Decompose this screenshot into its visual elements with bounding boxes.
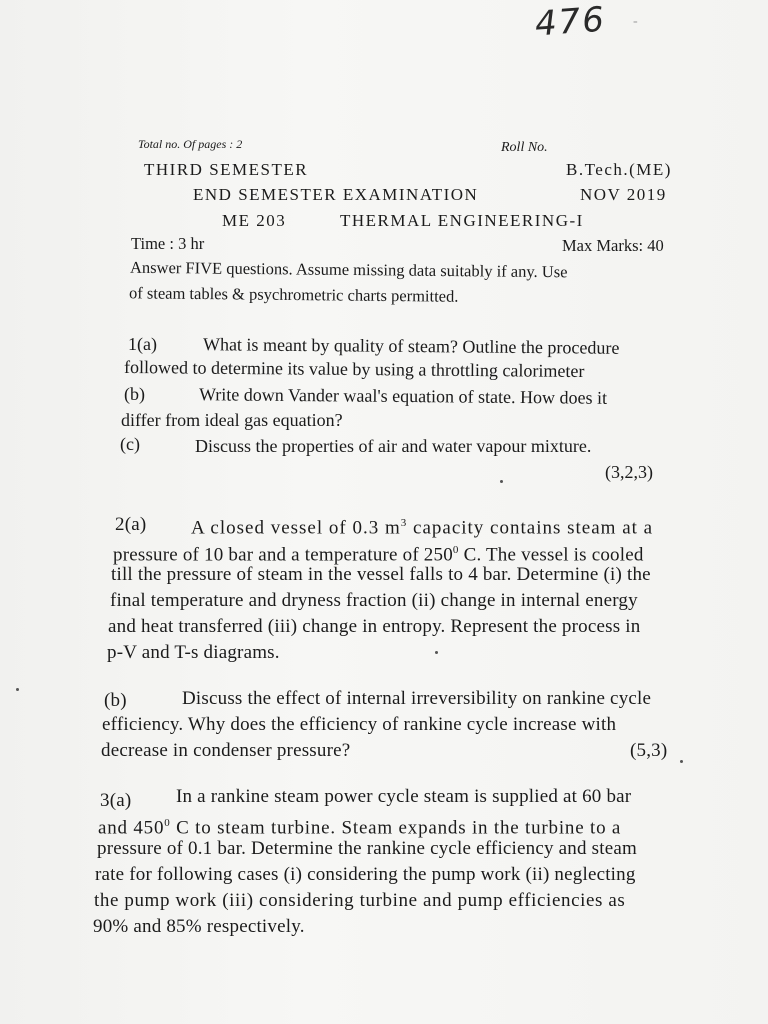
exam-time: Time : 3 hr [131, 234, 205, 253]
program: B.Tech.(ME) [566, 160, 672, 179]
q2a-line-4: final temperature and dryness fraction (ii) change in internal energy [110, 590, 638, 611]
q3a-line-5: the pump work (iii) considering turbine and pump efficiencies as [94, 890, 626, 911]
q2a-line-3: till the pressure of steam in the vessel falls to 4 bar. Determine (i) the [111, 564, 651, 585]
max-marks: Max Marks: 40 [562, 236, 664, 255]
q2b-line-3: decrease in condenser pressure? [101, 740, 351, 761]
exam-title: END SEMESTER EXAMINATION [193, 185, 479, 204]
q1b-line-1: Write down Vander waal's equation of state. How does it [198, 384, 608, 408]
q3a-line-2: and $450^0$ C to steam turbine. Steam expands in the turbine to a [98, 817, 622, 839]
q1c-label: (c) [120, 434, 140, 454]
roll-no: Roll No. [501, 140, 548, 155]
scan-speck [680, 760, 683, 763]
handwritten-dash: - [633, 14, 638, 29]
course-name: THERMAL ENGINEERING-I [340, 211, 584, 230]
course-code: ME 203 [222, 211, 287, 230]
q3a-label: 3(a) [100, 790, 132, 811]
q2-marks: (5,3) [630, 740, 668, 761]
instructions-line-1: Answer FIVE questions. Assume missing data suitably if any. Use [129, 257, 568, 282]
q2a-line-1: A closed vessel of 0.3 $m^3$ capacity contains steam at a [191, 517, 654, 539]
q1a-line-2: followed to determine its value by using a throttling calorimeter [123, 356, 585, 382]
scan-speck [500, 480, 503, 483]
q3a-line-3: pressure of 0.1 bar. Determine the rankine cycle efficiency and steam [97, 838, 637, 859]
q2a-line-6: p-V and T-s diagrams. [107, 642, 280, 663]
q2a-line-2: pressure of 10 bar and a temperature of $250^0$ C. The vessel is cooled [113, 544, 644, 566]
q1a-label: 1(a) [128, 334, 157, 354]
q3a-line-6: 90% and 85% respectively. [93, 916, 305, 937]
q2b-label: (b) [104, 690, 127, 711]
q2a-line-5: and heat transferred (iii) change in entropy. Represent the process in [108, 616, 641, 637]
q3a-line-4: rate for following cases (i) considering the pump work (ii) neglecting [95, 864, 636, 885]
handwritten-number: 476 [533, 0, 608, 45]
q1c-line-1: Discuss the properties of air and water vapour mixture. [195, 436, 592, 456]
total-pages: Total no. Of pages : 2 [138, 137, 243, 151]
q3a-line-1: In a rankine steam power cycle steam is supplied at 60 bar [176, 786, 632, 807]
exam-date: NOV 2019 [580, 185, 667, 204]
scan-speck [16, 688, 19, 691]
instructions-line-2: of steam tables & psychrometric charts permitted. [128, 283, 459, 306]
q1b-line-2: differ from ideal gas equation? [121, 410, 343, 430]
q2a-label: 2(a) [115, 514, 147, 535]
q1b-label: (b) [124, 384, 145, 404]
q2b-line-2: efficiency. Why does the efficiency of rankine cycle increase with [102, 714, 617, 735]
scan-speck [435, 651, 438, 654]
q1a-line-1: What is meant by quality of steam? Outline the procedure [202, 334, 620, 358]
q1-marks: (3,2,3) [605, 462, 653, 482]
semester: THIRD SEMESTER [144, 160, 309, 179]
q2b-line-1: Discuss the effect of internal irreversibility on rankine cycle [182, 688, 652, 709]
